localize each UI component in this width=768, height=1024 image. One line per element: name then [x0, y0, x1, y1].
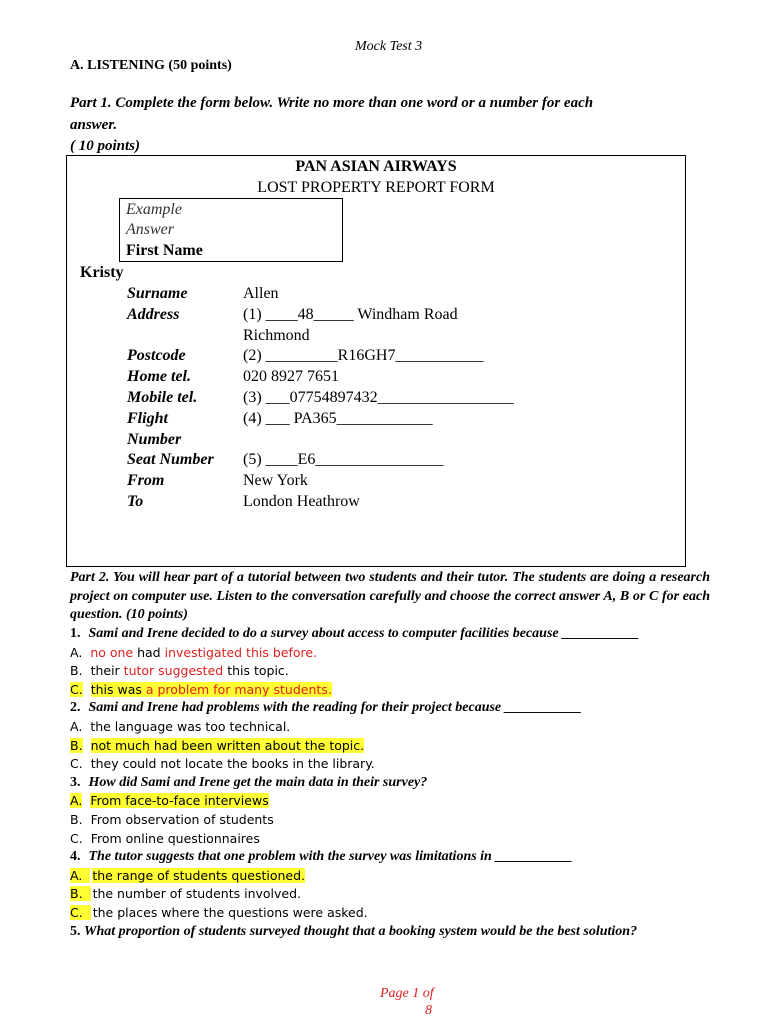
- document-title: Mock Test 3: [355, 39, 423, 54]
- option-letter: C.: [70, 756, 83, 772]
- option-text: [91, 812, 274, 827]
- option-text: [91, 831, 260, 846]
- option-text: [93, 886, 301, 901]
- form-field-value: (5) ____E6________________: [243, 451, 444, 469]
- option-letter: A.: [70, 644, 83, 660]
- question-number: 2.: [70, 700, 81, 716]
- question-number: 5.: [70, 924, 81, 939]
- form-field-value: (2) _________R16GH7___________: [243, 347, 484, 365]
- question-text: Sami and Irene had problems with the reading for their project because ___________: [88, 700, 582, 716]
- option-letter: B.: [70, 737, 83, 753]
- option-text-segment: not much had been written about the topic.: [90, 737, 365, 753]
- form-field-label: Seat Number: [127, 451, 214, 469]
- form-field-value: 020 8927 7651: [243, 368, 339, 386]
- option-text-segment: investigated this before.: [164, 644, 318, 660]
- first-name-label: First Name: [126, 242, 203, 259]
- question-number: 4.: [70, 849, 81, 865]
- form-field-value: London Heathrow: [243, 493, 360, 510]
- page-total: 8: [425, 1003, 432, 1018]
- option-a[interactable]: [70, 792, 269, 809]
- option-b[interactable]: [70, 811, 274, 828]
- section-heading: A. LISTENING (50 points): [70, 58, 232, 73]
- part2-intro: Part 2. You will hear part of a tutorial between two students and their tutor. The students are doing a research project on computer use. Listen to the conversation carefully and choose the correct answer A, B or C for each question. (10 points): [70, 570, 710, 622]
- option-b[interactable]: [70, 885, 301, 902]
- form-field-value: (1) ____48_____ Windham Road: [243, 305, 458, 323]
- option-text-segment: tutor: [123, 663, 155, 679]
- question-4: [70, 848, 572, 865]
- option-text-segment: the range of students questioned.: [92, 867, 306, 883]
- part1-instruction-cont: answer.: [70, 117, 118, 133]
- form-field-label: To: [127, 493, 144, 510]
- form-field-label: Surname: [127, 285, 188, 302]
- option-text-segment: no one: [90, 644, 134, 660]
- option-letter: B.: [70, 886, 91, 901]
- form-field-label: From: [127, 472, 165, 490]
- option-text-segment: this topic.: [223, 663, 289, 679]
- form-field-label: Mobile tel.: [127, 389, 198, 406]
- option-text-segment: they could not locate the books in the library.: [90, 756, 375, 772]
- form-title: LOST PROPERTY REPORT FORM: [257, 179, 495, 196]
- form-field-value: Allen: [243, 285, 279, 302]
- form-field-value: (3) ___07754897432_________________: [243, 389, 514, 406]
- option-text-segment: a problem for many students.: [145, 681, 332, 697]
- option-text: [92, 868, 305, 883]
- option-letter: C.: [70, 905, 91, 920]
- question-text: Sami and Irene decided to do a survey about access to computer facilities because ___________: [88, 626, 640, 641]
- option-text-segment: the places where the questions were asked.: [92, 905, 368, 920]
- example-label: Example: [126, 201, 182, 218]
- option-b[interactable]: [70, 737, 364, 754]
- option-letter: B.: [70, 663, 83, 679]
- option-a[interactable]: [70, 867, 305, 884]
- option-text: [90, 719, 290, 734]
- option-text: [93, 905, 368, 920]
- question-text: How did Sami and Irene get the main data in their survey?: [88, 774, 428, 790]
- option-text: [91, 663, 289, 678]
- option-letter: C.: [70, 681, 83, 697]
- form-field-value: New York: [243, 472, 308, 490]
- form-field-value: (4) ___ PA365____________: [243, 409, 433, 427]
- page-number: Page 1 of: [380, 986, 434, 1001]
- form-field-label: Number: [127, 430, 182, 448]
- question-3: [70, 774, 427, 791]
- option-letter: B.: [70, 812, 83, 827]
- option-text-segment: From online questionnaires: [90, 830, 260, 846]
- option-text-segment: From face-to-face interviews: [90, 793, 269, 809]
- question-1: [70, 625, 639, 642]
- option-letter: A.: [70, 868, 90, 883]
- option-text-segment: the language was too technical.: [90, 719, 291, 734]
- option-text-segment: From observation of students: [90, 812, 274, 827]
- question-2: [70, 699, 582, 716]
- option-text-segment: this was: [90, 681, 146, 697]
- option-letter: A.: [70, 719, 83, 734]
- option-c[interactable]: [70, 904, 368, 921]
- form-field-value: Richmond: [243, 326, 310, 344]
- question-number: 1.: [70, 626, 81, 641]
- answer-label: Answer: [126, 221, 174, 238]
- option-text: [90, 645, 317, 660]
- option-text-segment: had: [133, 644, 165, 660]
- part1-instruction: Part 1. Complete the form below. Write no more than one word or a number for each: [70, 95, 594, 111]
- question-text: The tutor suggests that one problem with the survey was limitations in ___________: [88, 849, 573, 865]
- option-text-segment: their: [90, 663, 124, 679]
- option-text: [90, 793, 268, 808]
- option-c[interactable]: [70, 681, 332, 698]
- question-text: What proportion of students surveyed thought that a booking system would be the best solution?: [84, 924, 638, 939]
- option-a[interactable]: [70, 718, 290, 735]
- form-field-label: Postcode: [127, 347, 186, 365]
- option-text: [91, 738, 365, 753]
- option-letter: C.: [70, 830, 83, 846]
- form-airline: PAN ASIAN AIRWAYS: [295, 158, 457, 175]
- option-letter: A.: [70, 793, 83, 809]
- option-c[interactable]: [70, 830, 260, 847]
- form-field-label: Flight: [127, 409, 168, 427]
- part1-points: ( 10 points): [70, 138, 141, 154]
- option-text: [91, 756, 375, 771]
- form-field-label: Address: [127, 305, 180, 323]
- option-text-segment: the number of students involved.: [92, 886, 302, 902]
- option-a[interactable]: [70, 644, 317, 661]
- option-text-segment: suggested: [158, 663, 224, 679]
- first-name-value: Kristy: [80, 264, 124, 281]
- form-field-label: Home tel.: [127, 368, 191, 386]
- question-number: 3.: [70, 774, 81, 790]
- option-text: [91, 682, 332, 697]
- option-c[interactable]: [70, 755, 375, 772]
- option-b[interactable]: [70, 662, 289, 679]
- question-5: [70, 923, 710, 942]
